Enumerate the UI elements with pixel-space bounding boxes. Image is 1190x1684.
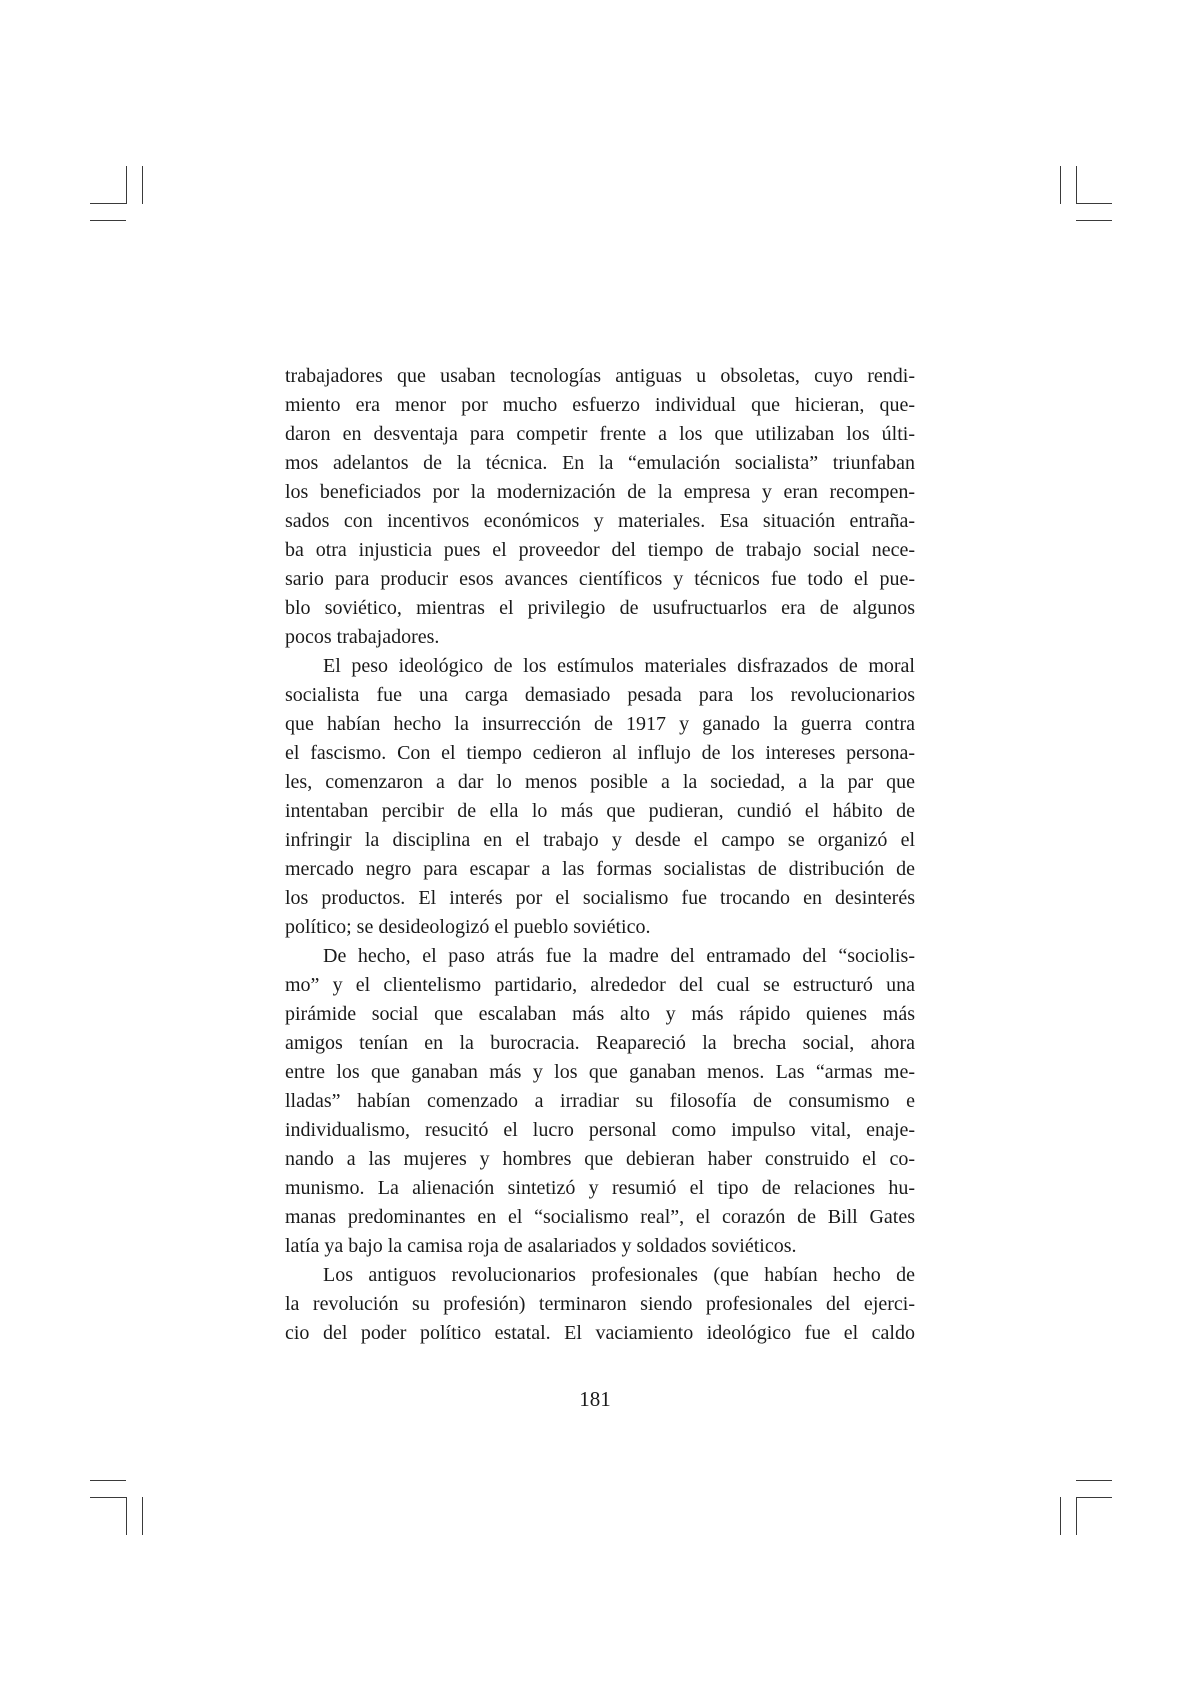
crop-mark-bottom-right-vertical (1076, 1497, 1077, 1535)
text-line: pirámide social que escalaban más alto y más rápido quienes más (285, 1003, 915, 1025)
text-line: político; se desideologizó el pueblo soviético. (285, 916, 651, 938)
crop-mark-top-left-horizontal (90, 220, 126, 221)
text-line: blo soviético, mientras el privilegio de usufructuarlos era de algunos (285, 597, 915, 619)
body-text (285, 362, 915, 1348)
crop-mark-top-right-vertical (1060, 166, 1061, 204)
text-line: el fascismo. Con el tiempo cedieron al influjo de los intereses persona- (285, 742, 915, 764)
crop-mark-top-left-horizontal (90, 203, 126, 204)
text-line: los beneficiados por la modernización de la empresa y eran recompen- (285, 481, 915, 503)
crop-mark-bottom-left-horizontal (90, 1497, 126, 1498)
text-line: mercado negro para escapar a las formas socialistas de distribución de (285, 858, 915, 880)
text-line: sados con incentivos económicos y materiales. Esa situación entraña- (285, 510, 915, 532)
text-line: los productos. El interés por el socialismo fue trocando en desinterés (285, 887, 915, 909)
crop-mark-top-right-horizontal (1076, 220, 1112, 221)
text-line: De hecho, el paso atrás fue la madre del entramado del “sociolis- (323, 945, 915, 967)
crop-mark-bottom-right-vertical (1060, 1497, 1061, 1535)
text-line: El peso ideológico de los estímulos materiales disfrazados de moral (323, 655, 915, 677)
text-line: mos adelantos de la técnica. En la “emulación socialista” triunfaban (285, 452, 915, 474)
text-line: la revolución su profesión) terminaron siendo profesionales del ejerci- (285, 1293, 915, 1315)
crop-mark-bottom-right-horizontal (1076, 1480, 1112, 1481)
paragraph (285, 942, 915, 1261)
text-line: Los antiguos revolucionarios profesionales (que habían hecho de (323, 1264, 915, 1286)
text-line: que habían hecho la insurrección de 1917 y ganado la guerra contra (285, 713, 915, 735)
text-line: entre los que ganaban más y los que ganaban menos. Las “armas me- (285, 1061, 915, 1083)
text-line: miento era menor por mucho esfuerzo individual que hicieran, que- (285, 394, 915, 416)
text-line: latía ya bajo la camisa roja de asalariados y soldados soviéticos. (285, 1235, 797, 1257)
text-line: infringir la disciplina en el trabajo y desde el campo se organizó el (285, 829, 915, 851)
paragraph (285, 1261, 915, 1348)
crop-mark-bottom-left-horizontal (90, 1480, 126, 1481)
text-line: cio del poder político estatal. El vaciamiento ideológico fue el caldo (285, 1322, 915, 1344)
paragraph (285, 362, 915, 652)
text-line: individualismo, resucitó el lucro personal como impulso vital, enaje- (285, 1119, 915, 1141)
text-line: mo” y el clientelismo partidario, alrededor del cual se estructuró una (285, 974, 915, 996)
text-line: daron en desventaja para competir frente a los que utilizaban los últi- (285, 423, 915, 445)
crop-mark-top-right-horizontal (1076, 203, 1112, 204)
crop-mark-bottom-left-vertical (126, 1497, 127, 1535)
text-line: nando a las mujeres y hombres que debieran haber construido el co- (285, 1148, 915, 1170)
text-line: lladas” habían comenzado a irradiar su filosofía de consumismo e (285, 1090, 915, 1112)
text-line: socialista fue una carga demasiado pesada para los revolucionarios (285, 684, 915, 706)
crop-mark-bottom-left-vertical (142, 1497, 143, 1535)
text-line: ba otra injusticia pues el proveedor del tiempo de trabajo social nece- (285, 539, 915, 561)
text-line: les, comenzaron a dar lo menos posible a la sociedad, a la par que (285, 771, 915, 793)
text-line: pocos trabajadores. (285, 626, 440, 648)
text-line: munismo. La alienación sintetizó y resumió el tipo de relaciones hu- (285, 1177, 915, 1199)
crop-mark-top-left-vertical (126, 166, 127, 204)
text-line: amigos tenían en la burocracia. Reapareció la brecha social, ahora (285, 1032, 915, 1054)
text-line: intentaban percibir de ella lo más que pudieran, cundió el hábito de (285, 800, 915, 822)
text-line: trabajadores que usaban tecnologías antiguas u obsoletas, cuyo rendi- (285, 365, 915, 387)
text-line: sario para producir esos avances científicos y técnicos fue todo el pue- (285, 568, 915, 590)
crop-mark-top-left-vertical (142, 166, 143, 204)
crop-mark-top-right-vertical (1076, 166, 1077, 204)
crop-mark-bottom-right-horizontal (1076, 1497, 1112, 1498)
page-number: 181 (579, 1387, 611, 1411)
text-line: manas predominantes en el “socialismo real”, el corazón de Bill Gates (285, 1206, 915, 1228)
paragraph (285, 652, 915, 942)
